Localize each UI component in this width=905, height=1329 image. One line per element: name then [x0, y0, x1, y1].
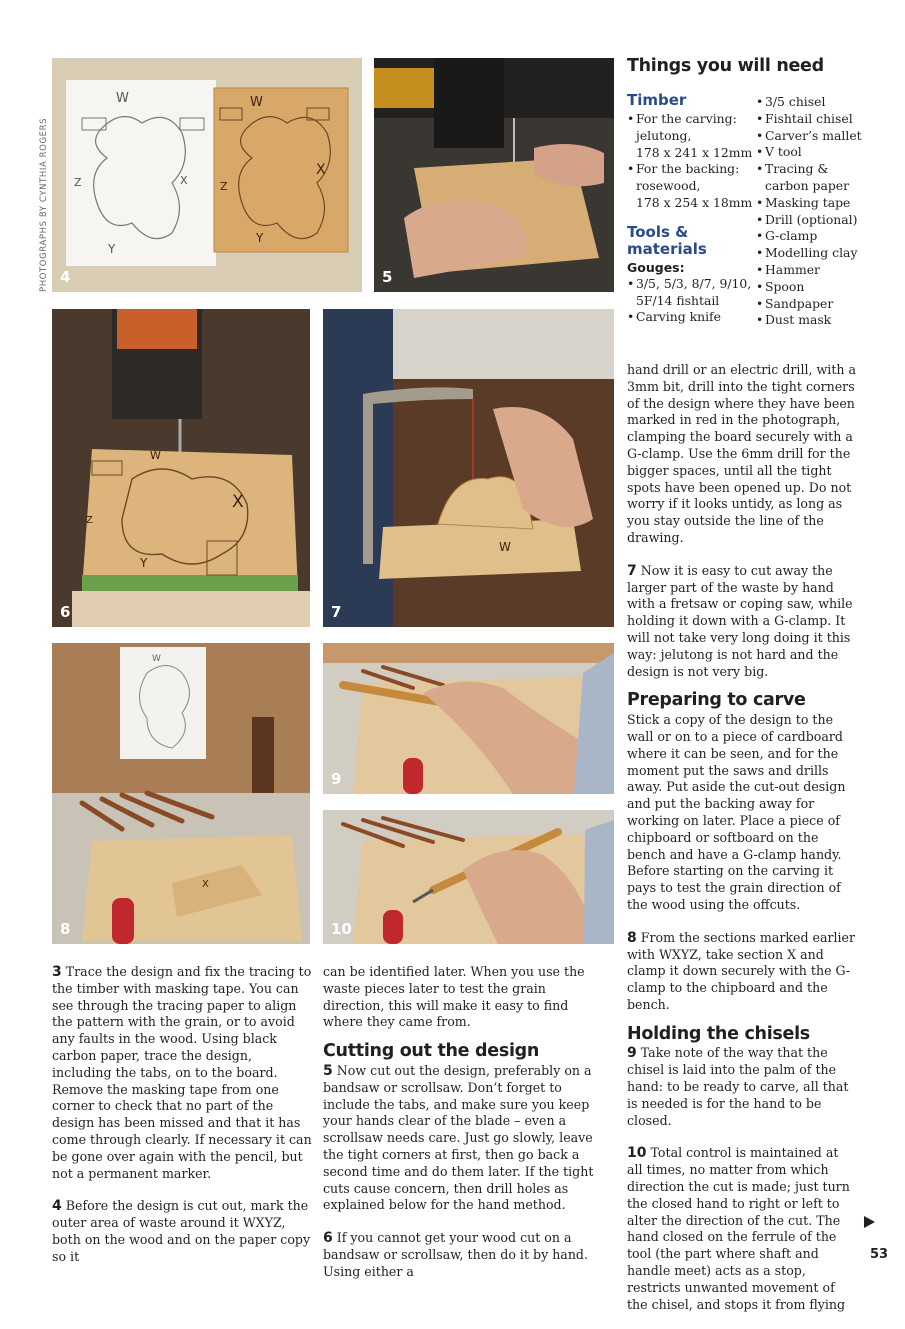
continue-arrow-icon — [864, 1216, 875, 1228]
photo-4-label-y1: Y — [108, 242, 116, 256]
things-you-will-need-box — [627, 56, 867, 328]
holding-heading: Holding the chisels — [627, 1023, 810, 1044]
tool-item: • V tool — [756, 144, 868, 161]
photo-8-label-x: X — [202, 879, 209, 890]
photo-4-label-z1: Z — [74, 176, 82, 189]
photo-4 — [52, 58, 362, 292]
tool-item: • Fishtail chisel — [756, 111, 868, 128]
timber-heading: Timber — [627, 91, 687, 109]
photo-6-illustration — [52, 309, 310, 627]
tool-item: • Tracing & carbon paper — [756, 161, 868, 195]
step-5-paragraph: 5 Now cut out the design, preferably on a bandsaw or scrollsaw. Don’t forget to include the tabs, and make sure you keep your hands clear of the blade – even a scrollsaw needs care. Just go slowly, leave the tight corners at first, then go back a second time and do them later. If the tight cuts cause concern, then drill holes as explained below for the hand method. — [323, 1062, 594, 1213]
photo-9-number: 9 — [331, 770, 342, 788]
photo-6-number: 6 — [60, 603, 71, 621]
gouges-item: • 3/5, 5/3, 8/7, 9/10, 5F/14 fishtail — [627, 276, 755, 310]
tool-item: • Sandpaper — [756, 296, 868, 313]
timber-item: • For the carving: jelutong, 178 x 241 x 12mm — [627, 111, 755, 161]
step-6-continued: hand drill or an electric drill, with a 3mm bit, drill into the tight corners of the design where they have been marked in red in the photograph, clamping the board securely with a G-clamp. Use the 6mm drill for the bigger spaces, until all the tight spots have been opened up. Do not worry if it looks untidy, as long as you stay outside the line of the drawing. — [627, 362, 857, 545]
photo-credit: PHOTOGRAPHS BY CYNTHIA ROGERS — [39, 117, 49, 292]
tool-item: • Carver’s mallet — [756, 128, 868, 145]
tool-item: • Spoon — [756, 279, 868, 296]
text-column-3 — [627, 362, 857, 1329]
photo-4-illustration — [52, 58, 362, 292]
cutting-out-heading: Cutting out the design — [323, 1041, 540, 1062]
photo-10-illustration — [323, 810, 614, 944]
timber-list — [627, 111, 755, 212]
step-6-paragraph: 6 If you cannot get your wood cut on a bandsaw or scrollsaw, then do it by hand. Using either a — [323, 1230, 588, 1279]
step-8-paragraph: 8 From the sections marked earlier with WXYZ, take section X and clamp it down securely with the G-clamp to the chipboard and the bench. — [627, 929, 856, 1012]
text-column-1 — [52, 964, 312, 1282]
photo-7-illustration — [323, 309, 614, 627]
photo-8-number: 8 — [60, 920, 71, 938]
tools-heading: Tools & materials — [627, 222, 707, 258]
photo-10-number: 10 — [331, 920, 352, 938]
tool-item: • Dust mask — [756, 312, 868, 329]
tool-item: • Drill (optional) — [756, 212, 868, 229]
timber-item: • For the backing: rosewood, 178 x 254 x 18mm — [627, 161, 755, 211]
photo-4-number: 4 — [60, 268, 71, 286]
photo-6-label-w: W — [150, 449, 161, 462]
photo-4-label-z2: Z — [220, 180, 228, 193]
photo-7 — [323, 309, 614, 627]
carving-knife-item: • Carving knife — [627, 309, 755, 326]
photo-5-number: 5 — [382, 268, 393, 286]
photo-8-illustration — [52, 643, 310, 944]
photo-6-label-z: Z — [86, 515, 93, 526]
photo-6-label-y: Y — [140, 556, 148, 570]
photo-4-label-x2: X — [316, 162, 326, 178]
photo-8 — [52, 643, 310, 944]
step-10-paragraph: 10 Total control is maintained at all times, no matter from which direction the cut is made; just turn the closed hand to right or left to alter the direction of the cut. The hand closed on the ferrule of the tool (the part where shaft and handle meet) acts as a stop, restricts unwanted movement of the chisel, and stops it from flying — [627, 1145, 850, 1312]
step-7-paragraph: 7 Now it is easy to cut away the larger part of the waste by hand with a fretsaw or coping saw, while holding it down with a G-clamp. It will not take very long doing it this way: jelutong is not hard and the design is not very big. — [627, 562, 853, 679]
preparing-paragraph: Stick a copy of the design to the wall or on to a piece of cardboard where it can be seen, and for the moment put the saws and drills away. Put aside the cut-out design and put the backing away for working on later. Place a piece of chipboard or softboard on the bench and have a G-clamp handy. Before starting on the carving it pays to test the grain direction of the wood using the offcuts. — [627, 712, 846, 912]
photo-9-illustration — [323, 643, 614, 794]
photo-6-label-x: X — [232, 492, 244, 512]
photo-5-illustration — [374, 58, 614, 292]
gouges-list — [627, 276, 755, 326]
tool-item: • G-clamp — [756, 228, 868, 245]
step-4-continued: can be identified later. When you use the waste pieces later to test the grain direction, this will make it easy to find where they came from. — [323, 964, 585, 1030]
photo-4-label-w2: W — [250, 95, 263, 110]
gouges-heading: Gouges: — [627, 259, 685, 275]
photo-6 — [52, 309, 310, 627]
photo-7-label-w: W — [499, 540, 511, 554]
step-9-paragraph: 9 Take note of the way that the chisel is laid into the palm of the hand: to be ready to carve, all that is needed is for the hand to be closed. — [627, 1045, 849, 1128]
sidebar-title: Things you will need — [627, 56, 824, 76]
tools-list — [756, 94, 868, 329]
step-3-paragraph: 3 Trace the design and fix the tracing to the timber with masking tape. You can see through the tracing paper to align the pattern with the grain, or to avoid any faults in the wood. Using black carbon paper, trace the design, including the tabs, on to the board. Remove the masking tape from one corner to check that no part of the design has been missed and that it has come through clearly. If necessary it can be gone over again with the pencil, but not a permanent marker. — [52, 964, 312, 1181]
text-column-2 — [323, 964, 609, 1297]
tool-item: • Hammer — [756, 262, 868, 279]
tool-item: • Masking tape — [756, 195, 868, 212]
photo-9 — [323, 643, 614, 794]
photo-4-label-y2: Y — [256, 231, 264, 245]
photo-10 — [323, 810, 614, 944]
photo-5 — [374, 58, 614, 292]
tool-item: • 3/5 chisel — [756, 94, 868, 111]
page-number: 53 — [870, 1247, 889, 1262]
photo-8-label-w: W — [152, 654, 161, 664]
photo-7-number: 7 — [331, 603, 342, 621]
photo-4-label-x1: X — [180, 174, 188, 187]
preparing-heading: Preparing to carve — [627, 690, 806, 711]
step-4-paragraph: 4 Before the design is cut out, mark the outer area of waste around it WXYZ, both on the wood and on the paper copy so it — [52, 1198, 311, 1264]
tool-item: • Modelling clay — [756, 245, 868, 262]
photo-4-label-w1: W — [116, 91, 129, 106]
